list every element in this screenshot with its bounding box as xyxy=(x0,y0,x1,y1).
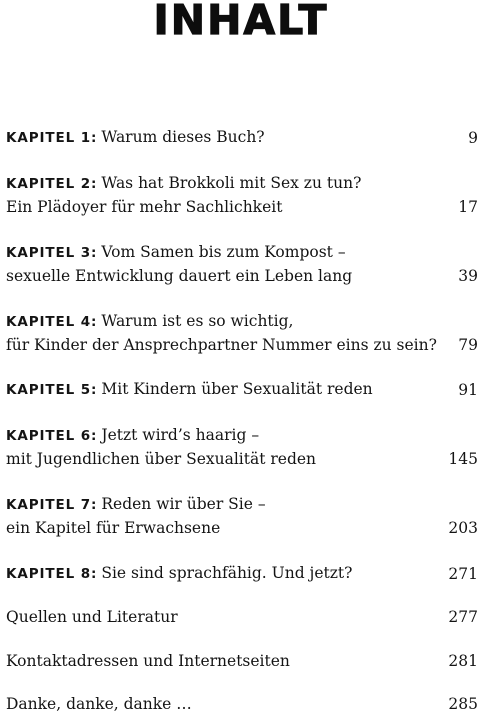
toc-entry-line xyxy=(6,562,478,586)
chapter-title: Was hat Brokkoli mit Sex zu tun? xyxy=(101,174,362,192)
page-number: 281 xyxy=(448,652,478,670)
chapter-title-continued: Ein Plädoyer für mehr Sachlichkeit xyxy=(6,198,283,216)
chapter-label: KAPITEL 3: xyxy=(6,245,98,261)
page-number: 9 xyxy=(468,129,478,147)
page-number: 39 xyxy=(458,267,478,285)
chapter-title: Vom Samen bis zum Kompost – xyxy=(101,243,346,261)
page-title: INHALT xyxy=(153,0,329,44)
page-number: 91 xyxy=(458,381,478,399)
page-number: 203 xyxy=(448,519,478,537)
chapter-title: Mit Kindern über Sexualität reden xyxy=(101,380,373,398)
chapter-label: KAPITEL 2: xyxy=(6,176,98,192)
toc-entry-thanks xyxy=(6,693,478,716)
chapter-label: KAPITEL 1: xyxy=(6,130,98,146)
toc-entry-chapter-4 xyxy=(6,310,478,357)
toc-entry-chapter-2 xyxy=(6,172,478,219)
chapter-title: Warum dieses Buch? xyxy=(101,128,265,146)
chapter-title: Reden wir über Sie – xyxy=(101,495,266,513)
chapter-label: KAPITEL 4: xyxy=(6,314,98,330)
toc-entry-sources xyxy=(6,606,478,629)
page-number: 285 xyxy=(448,695,478,713)
toc-entry-chapter-6 xyxy=(6,424,478,471)
entry-title: Kontaktadressen und Internetseiten xyxy=(6,652,290,670)
toc-entry-chapter-3 xyxy=(6,241,478,288)
chapter-title: Warum ist es so wichtig, xyxy=(101,312,294,330)
toc-entry-line xyxy=(6,126,478,150)
toc-entry-chapter-8 xyxy=(6,562,478,586)
toc-entry-chapter-1 xyxy=(6,126,478,150)
page-number: 277 xyxy=(448,608,478,626)
page-number: 145 xyxy=(448,450,478,468)
toc-entry-contacts xyxy=(6,650,478,673)
chapter-title-continued: ein Kapitel für Erwachsene xyxy=(6,519,221,537)
chapter-label: KAPITEL 8: xyxy=(6,566,98,582)
entry-title: Danke, danke, danke … xyxy=(6,695,192,713)
toc-entry-line xyxy=(6,241,478,265)
chapter-title-continued: mit Jugendlichen über Sexualität reden xyxy=(6,450,317,468)
chapter-title-continued: für Kinder der Ansprechpartner Nummer eins zu sein? xyxy=(6,336,437,354)
toc-entry-line xyxy=(6,493,478,517)
entry-title: Quellen und Literatur xyxy=(6,608,178,626)
chapter-label: KAPITEL 6: xyxy=(6,428,98,444)
page-number: 271 xyxy=(448,565,478,583)
toc-entry-line xyxy=(6,310,478,334)
toc-entry-line xyxy=(6,378,478,402)
toc-entry-chapter-7 xyxy=(6,493,478,540)
toc-entry-line xyxy=(6,172,478,196)
chapter-title: Jetzt wird’s haarig – xyxy=(101,426,260,444)
toc-entry-chapter-5 xyxy=(6,378,478,402)
toc-entry-line xyxy=(6,424,478,448)
chapter-title: Sie sind sprachfähig. Und jetzt? xyxy=(101,564,353,582)
page-number: 17 xyxy=(458,198,478,216)
chapter-label: KAPITEL 5: xyxy=(6,382,98,398)
chapter-label: KAPITEL 7: xyxy=(6,497,98,513)
page-number: 79 xyxy=(458,336,478,354)
chapter-title-continued: sexuelle Entwicklung dauert ein Leben lang xyxy=(6,267,353,285)
